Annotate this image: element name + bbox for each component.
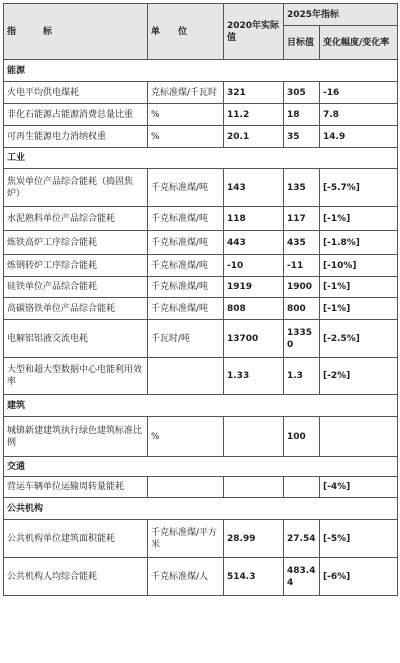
cell-unit: 千克标准煤/吨 — [148, 207, 224, 231]
cell-unit: 克标准煤/千瓦时 — [148, 82, 224, 104]
cell-target: 483.44 — [284, 558, 320, 596]
cell-unit: 千克标准煤/吨 — [148, 169, 224, 207]
section-row — [4, 395, 398, 417]
cell-change: [-10%] — [320, 255, 398, 277]
table-row — [4, 104, 398, 126]
table-body — [4, 4, 398, 596]
cell-target: 135 — [284, 169, 320, 207]
cell-target: 435 — [284, 231, 320, 255]
cell-change: [-2.5%] — [320, 320, 398, 358]
cell-change: 14.9 — [320, 126, 398, 148]
table-row — [4, 231, 398, 255]
cell-change: -16 — [320, 82, 398, 104]
cell-name: 可再生能源电力消纳权重 — [4, 126, 148, 148]
cell-actual: 514.3 — [224, 558, 284, 596]
cell-name: 水泥熟料单位产品综合能耗 — [4, 207, 148, 231]
header-row-1 — [4, 4, 398, 26]
table-row — [4, 358, 398, 395]
cell-actual: 20.1 — [224, 126, 284, 148]
table-row — [4, 277, 398, 298]
cell-change: [-6%] — [320, 558, 398, 596]
cell-target: 100 — [284, 417, 320, 457]
cell-target: 1.3 — [284, 358, 320, 395]
cell-name: 硅铁单位产品综合能耗 — [4, 277, 148, 298]
cell-target: 1900 — [284, 277, 320, 298]
section-title: 能源 — [4, 60, 398, 82]
cell-target: 27.54 — [284, 520, 320, 558]
cell-actual: 443 — [224, 231, 284, 255]
cell-unit: 千克标准煤/平方米 — [148, 520, 224, 558]
cell-unit: % — [148, 417, 224, 457]
cell-actual: 13700 — [224, 320, 284, 358]
table-row — [4, 298, 398, 320]
cell-name: 非化石能源占能源消费总量比重 — [4, 104, 148, 126]
cell-unit: 千瓦时/吨 — [148, 320, 224, 358]
table-row — [4, 255, 398, 277]
cell-name: 大型和超大型数据中心电能利用效率 — [4, 358, 148, 395]
cell-unit: 千克标准煤/吨 — [148, 298, 224, 320]
cell-name: 公共机构人均综合能耗 — [4, 558, 148, 596]
header-indicator: 指 标 — [4, 4, 148, 60]
cell-unit: % — [148, 104, 224, 126]
header-target-value: 目标值 — [284, 26, 320, 60]
cell-unit: 千克标准煤/人 — [148, 558, 224, 596]
cell-unit: 千克标准煤/吨 — [148, 277, 224, 298]
cell-target: 305 — [284, 82, 320, 104]
cell-target: 18 — [284, 104, 320, 126]
cell-name: 营运车辆单位运输周转量能耗 — [4, 477, 148, 498]
table-row — [4, 169, 398, 207]
cell-actual: 1.33 — [224, 358, 284, 395]
cell-change: [-5%] — [320, 520, 398, 558]
cell-actual: 143 — [224, 169, 284, 207]
cell-actual: 321 — [224, 82, 284, 104]
cell-target: 117 — [284, 207, 320, 231]
cell-name: 炼钢转炉工序综合能耗 — [4, 255, 148, 277]
cell-name: 公共机构单位建筑面积能耗 — [4, 520, 148, 558]
section-title: 建筑 — [4, 395, 398, 417]
cell-name: 炼铁高炉工序综合能耗 — [4, 231, 148, 255]
cell-name: 电解铝铝液交流电耗 — [4, 320, 148, 358]
cell-unit: % — [148, 126, 224, 148]
table-row — [4, 417, 398, 457]
cell-change: [-1%] — [320, 207, 398, 231]
cell-name: 高碳铬铁单位产品综合能耗 — [4, 298, 148, 320]
cell-actual — [224, 477, 284, 498]
header-change: 变化幅度/变化率 — [320, 26, 398, 60]
section-title: 公共机构 — [4, 498, 398, 520]
cell-target: -11 — [284, 255, 320, 277]
table-row — [4, 520, 398, 558]
cell-target — [284, 477, 320, 498]
section-row — [4, 60, 398, 82]
header-actual-2020: 2020年实际值 — [224, 4, 284, 60]
cell-change: [-2%] — [320, 358, 398, 395]
table-row — [4, 477, 398, 498]
section-title: 工业 — [4, 148, 398, 169]
cell-actual: 11.2 — [224, 104, 284, 126]
energy-indicator-table — [3, 3, 398, 596]
cell-actual — [224, 417, 284, 457]
section-row — [4, 457, 398, 477]
cell-change: [-5.7%] — [320, 169, 398, 207]
cell-name: 焦炭单位产品综合能耗（捣固焦炉） — [4, 169, 148, 207]
header-unit: 单 位 — [148, 4, 224, 60]
cell-change: [-1%] — [320, 298, 398, 320]
cell-change: [-4%] — [320, 477, 398, 498]
header-target-2025: 2025年指标 — [284, 4, 398, 26]
cell-change: 7.8 — [320, 104, 398, 126]
cell-change: [-1.8%] — [320, 231, 398, 255]
cell-actual: 808 — [224, 298, 284, 320]
cell-unit — [148, 477, 224, 498]
section-title: 交通 — [4, 457, 398, 477]
cell-actual: 118 — [224, 207, 284, 231]
cell-actual: 28.99 — [224, 520, 284, 558]
cell-target: 35 — [284, 126, 320, 148]
cell-unit: 千克标准煤/吨 — [148, 255, 224, 277]
cell-name: 城镇新建建筑执行绿色建筑标准比例 — [4, 417, 148, 457]
table-row — [4, 320, 398, 358]
table-row — [4, 82, 398, 104]
cell-actual: 1919 — [224, 277, 284, 298]
cell-target: 800 — [284, 298, 320, 320]
cell-change — [320, 417, 398, 457]
section-row — [4, 498, 398, 520]
cell-change: [-1%] — [320, 277, 398, 298]
cell-unit — [148, 358, 224, 395]
cell-name: 火电平均供电煤耗 — [4, 82, 148, 104]
table-row — [4, 207, 398, 231]
cell-unit: 千克标准煤/吨 — [148, 231, 224, 255]
cell-actual: -10 — [224, 255, 284, 277]
table-row — [4, 558, 398, 596]
cell-target: 13350 — [284, 320, 320, 358]
section-row — [4, 148, 398, 169]
table-row — [4, 126, 398, 148]
